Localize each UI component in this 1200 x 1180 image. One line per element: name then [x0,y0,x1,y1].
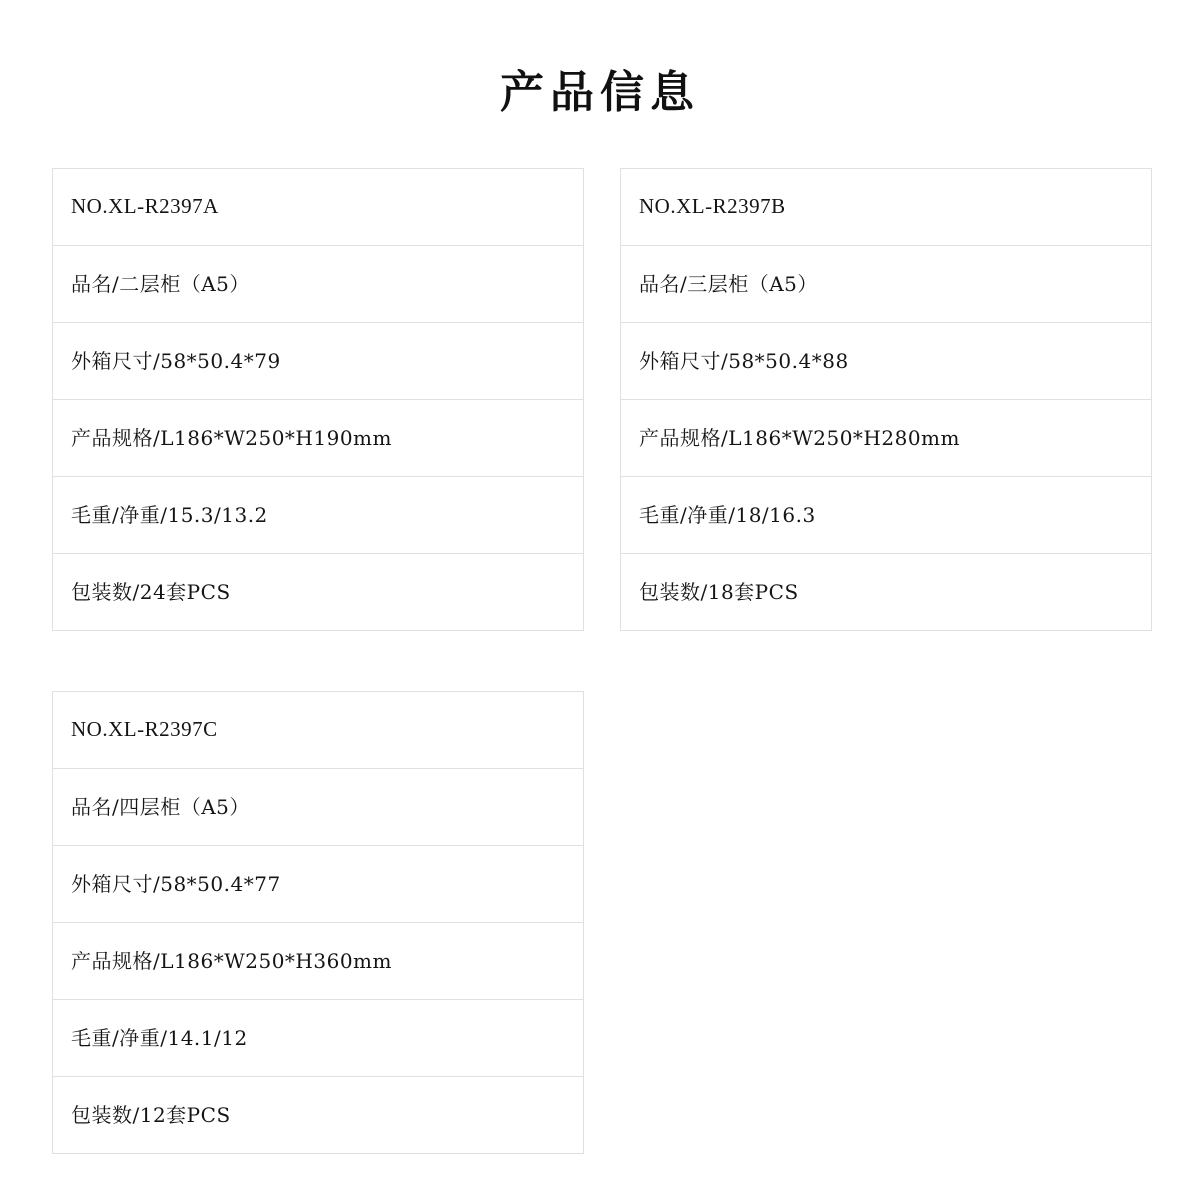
product-spec-cell: 产品规格/L186*W250*H360mm [53,923,584,1000]
table-row [621,554,1152,631]
empty-table-slot [620,691,1152,1154]
gross-net-weight-cell: 毛重/净重/14.1/12 [53,1000,584,1077]
carton-size-cell: 外箱尺寸/58*50.4*77 [53,846,584,923]
table-row [53,769,584,846]
table-row [53,1077,584,1154]
product-spec-cell: 产品规格/L186*W250*H190mm [53,400,584,477]
packing-quantity-cell: 包装数/24套PCS [53,554,584,631]
table-row [53,169,584,246]
table-row [621,477,1152,554]
table-row [53,246,584,323]
table-row [621,169,1152,246]
table-row [621,323,1152,400]
table-row [621,400,1152,477]
packing-quantity-cell: 包装数/12套PCS [53,1077,584,1154]
table-row [53,846,584,923]
product-name-cell: 品名/三层柜（A5） [621,246,1152,323]
product-spec-cell: 产品规格/L186*W250*H280mm [621,400,1152,477]
spec-table-row-bottom [52,691,1152,1154]
table-row [53,554,584,631]
table-row [53,1000,584,1077]
table-row [53,692,584,769]
table-row [53,477,584,554]
gross-net-weight-cell: 毛重/净重/18/16.3 [621,477,1152,554]
spec-table-xl-r2397b [620,168,1152,631]
carton-size-cell: 外箱尺寸/58*50.4*79 [53,323,584,400]
table-row [53,400,584,477]
page-title: 产品信息 [500,68,700,117]
table-row [53,323,584,400]
table-row [621,246,1152,323]
spec-tables-container [52,168,1152,1154]
product-code-cell: NO.XL-R2397C [53,692,584,769]
spec-table-row-top [52,168,1152,631]
packing-quantity-cell: 包装数/18套PCS [621,554,1152,631]
product-name-cell: 品名/四层柜（A5） [53,769,584,846]
gross-net-weight-cell: 毛重/净重/15.3/13.2 [53,477,584,554]
product-code-cell: NO.XL-R2397A [53,169,584,246]
product-code-cell: NO.XL-R2397B [621,169,1152,246]
carton-size-cell: 外箱尺寸/58*50.4*88 [621,323,1152,400]
table-row [53,923,584,1000]
product-name-cell: 品名/二层柜（A5） [53,246,584,323]
spec-table-xl-r2397a [52,168,584,631]
spec-table-xl-r2397c [52,691,584,1154]
